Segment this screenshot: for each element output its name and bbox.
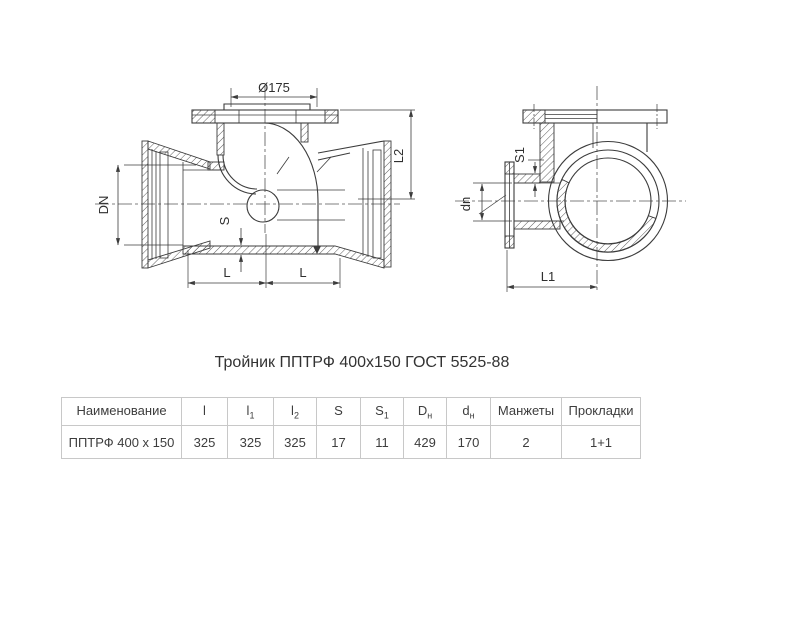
top-flange-side bbox=[523, 110, 667, 182]
col-header-name: Наименование bbox=[62, 398, 182, 426]
pipe-top-wall bbox=[208, 162, 224, 170]
dim-label-flange-diameter: Ø175 bbox=[258, 80, 290, 95]
cell-gaskets: 1+1 bbox=[562, 426, 641, 459]
cell-dnh: 170 bbox=[447, 426, 491, 459]
col-header-s1: $S_1$ bbox=[361, 398, 404, 426]
cell-l2: 325 bbox=[274, 426, 317, 459]
cell-l: 325 bbox=[182, 426, 228, 459]
left-section-view bbox=[95, 80, 415, 288]
dim-socket-lengths bbox=[188, 234, 340, 288]
pipe-bottom-wall bbox=[183, 246, 384, 268]
dim-branch-wall bbox=[512, 147, 544, 197]
spec-table bbox=[61, 397, 641, 459]
drawing-title: Тройник ППТРФ 400х150 ГОСТ 5525-88 bbox=[214, 354, 510, 371]
dim-label-l-right: L bbox=[299, 265, 307, 280]
dim-wall-thickness bbox=[217, 216, 241, 272]
col-header-dh: $D_н$ bbox=[404, 398, 447, 426]
cell-name: ППТРФ 400 х 150 bbox=[62, 426, 182, 459]
table-row bbox=[62, 426, 641, 459]
cell-l1: 325 bbox=[228, 426, 274, 459]
dim-flange-diameter bbox=[231, 80, 317, 107]
cell-s: 17 bbox=[317, 426, 361, 459]
cell-cuffs: 2 bbox=[491, 426, 562, 459]
dim-socket-length-l1 bbox=[507, 250, 597, 292]
col-header-gaskets: Прокладки bbox=[562, 398, 641, 426]
right-section-view bbox=[455, 86, 686, 293]
dim-label-dn-small: dn bbox=[458, 196, 473, 212]
drain-boss-circle bbox=[247, 190, 279, 222]
col-header-l1: $l_1$ bbox=[228, 398, 274, 426]
dim-label-dn: DN bbox=[96, 195, 111, 215]
dim-branch-height bbox=[340, 110, 415, 199]
col-header-l2: $l_2$ bbox=[274, 398, 317, 426]
dim-label-s: S bbox=[217, 216, 232, 226]
weld-slash-marks bbox=[277, 157, 331, 174]
cell-s1: 11 bbox=[361, 426, 404, 459]
dim-label-s1: S1 bbox=[512, 147, 527, 163]
header-row bbox=[62, 398, 641, 426]
outlet-bore-hidden-lines bbox=[277, 190, 345, 220]
dim-label-l-left: L bbox=[223, 265, 231, 280]
dim-outlet-bore bbox=[458, 183, 512, 221]
col-header-cuffs: Манжеты bbox=[491, 398, 562, 426]
cell-dh: 429 bbox=[404, 426, 447, 459]
dim-label-l2: L2 bbox=[391, 148, 406, 164]
col-header-s: S bbox=[317, 398, 361, 426]
body-wall-section bbox=[557, 179, 656, 252]
col-header-dnh: $d_н$ bbox=[447, 398, 491, 426]
side-outlet bbox=[505, 162, 564, 248]
dim-label-l1: L1 bbox=[540, 269, 556, 284]
col-header-l: l bbox=[182, 398, 228, 426]
tee-body-dome bbox=[218, 123, 384, 254]
